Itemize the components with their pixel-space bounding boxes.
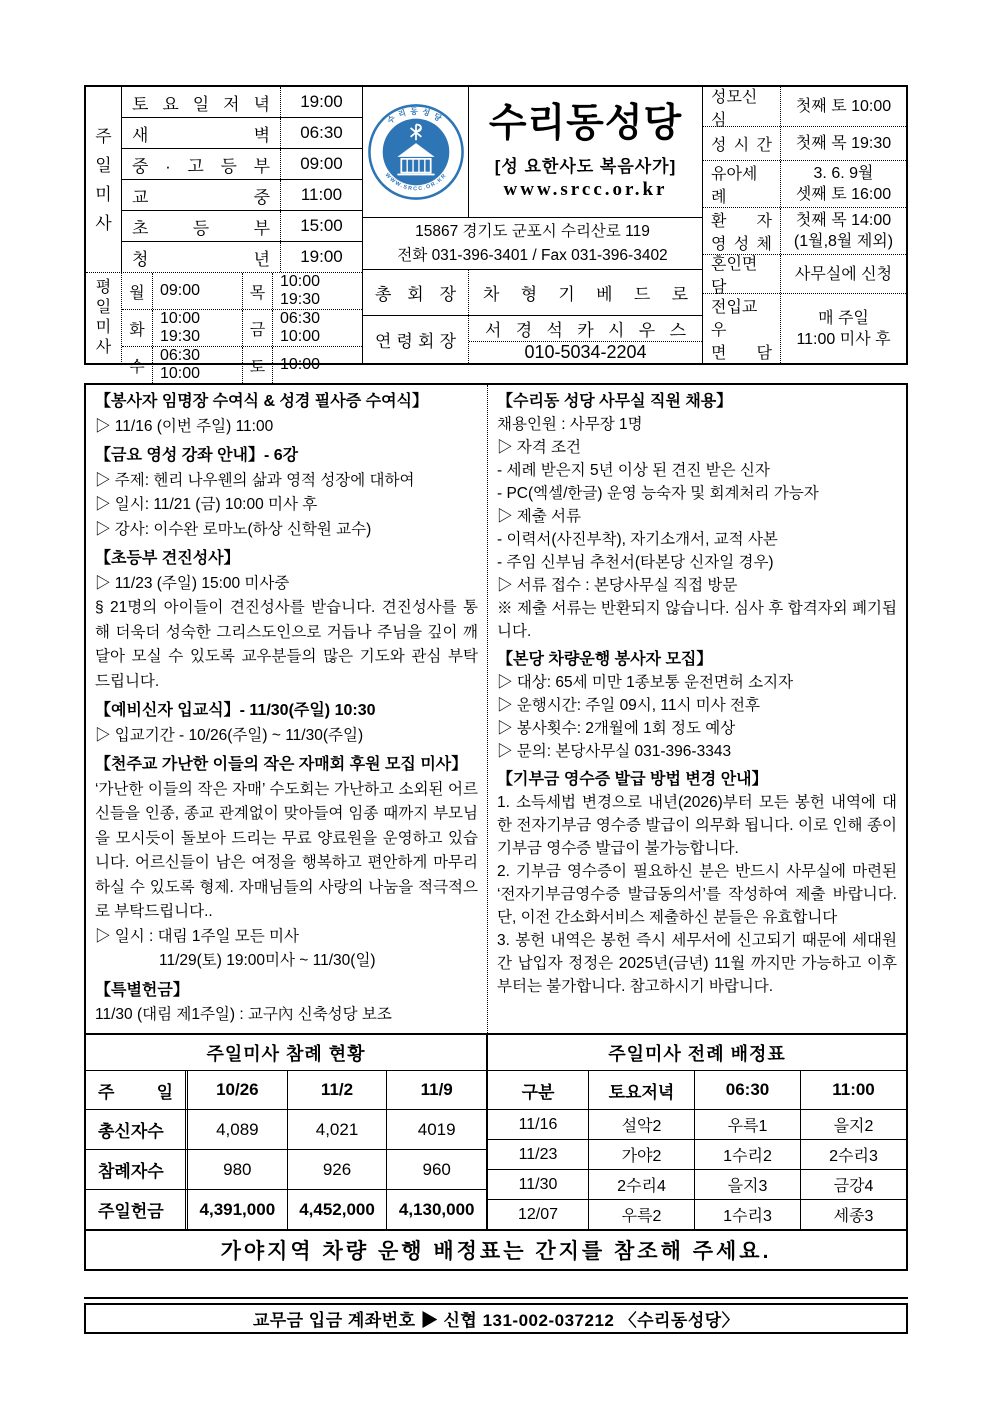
mass-name-text: 새 벽 xyxy=(132,125,270,145)
announcement-line-left: ▷ 11/16 (이번 주일) 11:00 xyxy=(95,417,274,435)
sacrament-value-line: 첫째 토 10:00 xyxy=(795,98,892,115)
sacrament-value-line: 첫째 목 19:30 xyxy=(795,135,892,152)
liturgy-table-title: 주일미사 전례 배정표 xyxy=(488,1035,906,1071)
mass-name xyxy=(122,118,280,148)
liturgy-cell: 1수리2 xyxy=(694,1140,800,1169)
liturgy-cell: 1수리3 xyxy=(694,1200,800,1229)
announcement-line-right: ▷ 운행시간: 주일 09시, 11시 미사 전후 xyxy=(497,697,760,714)
attendance-table-rows xyxy=(86,1071,486,1229)
liturgy-cell: 을지3 xyxy=(694,1170,800,1199)
sacrament-label xyxy=(703,87,781,129)
sacrament-value xyxy=(781,294,906,363)
announcement-line-left: ▷ 일시 : 대림 1주일 모든 미사 xyxy=(95,927,299,945)
mass-name xyxy=(122,211,280,241)
sacrament-row xyxy=(703,126,906,160)
liturgy-header-cell: 구분 xyxy=(521,1082,555,1102)
mass-name-text: 초 등 부 xyxy=(132,218,270,238)
sacrament-value-line: 매 주일 xyxy=(818,309,869,327)
church-brand xyxy=(363,87,702,217)
mass-time: 09:00 xyxy=(280,149,362,179)
attendance-value: 926 xyxy=(287,1150,387,1189)
mass-time: 15:00 xyxy=(280,211,362,241)
liturgy-cell: 세종3 xyxy=(800,1200,906,1229)
sacrament-label xyxy=(703,255,781,296)
church-info-section xyxy=(363,87,703,363)
chair-name: 차 형 기 베 드 로 xyxy=(483,285,688,305)
weekday-label-char: 일 xyxy=(95,298,112,316)
seal-ring-bottom-text: WWW.SRCC.OR.KR xyxy=(383,172,448,193)
sacrament-value-line: 사무실에 신청 xyxy=(794,265,893,283)
attendance-value: 4,391,000 xyxy=(199,1199,276,1219)
announcement-heading-left: 【특별헌금】 xyxy=(95,981,189,999)
sacrament-row xyxy=(703,293,906,363)
attendance-row-label-text: 참례자수 xyxy=(98,1162,164,1181)
sacrament-label-line: 전입교우 xyxy=(711,299,758,339)
bulletin-body xyxy=(84,383,908,1271)
announcement-line-right: - 주임 신부님 추천서(타본당 신자일 경우) xyxy=(497,554,774,571)
church-address: 15867 경기도 군포시 수리산로 119 xyxy=(415,222,650,240)
announcement-line-left: ▷ 입교기간 - 10/26(주일) ~ 11/30(주일) xyxy=(95,726,364,744)
liturgy-cell: 가야2 xyxy=(588,1140,694,1169)
attendance-header-date: 11/9 xyxy=(386,1071,486,1109)
weekday-mass-row xyxy=(122,346,362,383)
liturgy-data-row xyxy=(488,1199,906,1229)
sacrament-row xyxy=(703,254,906,296)
announcement-line-left: 11/30 (대림 제1주일) : 교구內 신축성당 보조 xyxy=(95,1006,392,1023)
senior-chair-row xyxy=(363,315,702,363)
attendance-header-label-text: 주 일 xyxy=(98,1082,173,1102)
attendance-value: 4019 xyxy=(386,1110,486,1149)
weekday-label-char: 평 xyxy=(95,278,112,296)
liturgy-cell: 11/30 xyxy=(518,1175,558,1193)
weekday-mass-row xyxy=(122,273,362,309)
attendance-value: 4,130,000 xyxy=(386,1190,486,1229)
announcement-paragraph-right: ※ 제출 서류는 반환되지 않습니다. 심사 후 합격자외 폐기됩니다. xyxy=(497,600,897,640)
attendance-data-row xyxy=(86,1149,486,1189)
masthead-table xyxy=(84,85,908,382)
mass-name-text: 중 · 고 등 부 xyxy=(132,156,270,176)
liturgy-cell: 12/07 xyxy=(517,1205,559,1223)
sunday-mass-label xyxy=(86,87,122,272)
sacrament-label xyxy=(703,294,781,363)
announcement-paragraph-left: ‘가난한 이들의 작은 자매’ 수도회는 가난하고 소외된 어르신들을 인종, 종교 관계없이 맞아들여 임종 때까지 부모님을 모시듯이 돌보아 드리는 무료 양료원을 운영하고 있습니다. 어르신들이 남은 여정을 행복하고 편안하게 마무리하실 수 있도록 형제. 자매님들의 사랑의 나눔을 적극적으로 부탁드립니다.. xyxy=(95,780,478,920)
sacrament-schedule-section xyxy=(703,87,906,363)
attendance-value: 960 xyxy=(386,1150,486,1189)
sacrament-value xyxy=(781,161,906,207)
weekday-times: 10:00 19:30 xyxy=(152,310,242,346)
sunday-mass-row xyxy=(122,210,362,241)
liturgy-data-row xyxy=(488,1109,906,1139)
sacrament-label-line: 성모신심 xyxy=(711,88,758,129)
announcement-line-left: ▷ 일시: 11/21 (금) 10:00 미사 후 xyxy=(95,496,318,513)
attendance-row-label-text: 총신자수 xyxy=(98,1122,164,1141)
sacrament-label-line: 환 자 xyxy=(711,213,772,230)
liturgy-cell: 우륵1 xyxy=(694,1110,800,1139)
attendance-data-row xyxy=(86,1109,486,1149)
weekday-mass-rows xyxy=(122,273,362,382)
announcement-paragraph-left: § 21명의 아이들이 견진성사를 받습니다. 견진성사를 통해 더욱더 성숙한 그리스도인으로 거듭나 주님을 깊이 깨달아 모실 수 있도록 교우분들의 많은 기도와 관심 부탁 드립니다. xyxy=(95,599,478,690)
mass-time: 06:30 xyxy=(280,118,362,148)
sunday-mass-rows xyxy=(122,87,362,272)
announcement-heading-left: 【봉사자 임명장 수여식 & 성경 필사증 수여식】 xyxy=(95,393,428,410)
attendance-header-date: 10/26 xyxy=(216,1080,259,1099)
announcement-line-right: ▷ 문의: 본당사무실 031-396-3343 xyxy=(497,743,732,760)
announcement-paragraph-right: 1. 소득세법 변경으로 내년(2026)부터 모든 봉헌 내역에 대한 전자기부금 영수증 발급이 의무화 됩니다. 이로 인해 종이 기부금 영수증 발급이 불가능합니다. xyxy=(497,794,897,857)
weekday-times: 06:30 10:00 xyxy=(272,310,362,346)
announcement-indent-line-left: 11/29(토) 19:00미사 ~ 11/30(일) xyxy=(159,952,376,969)
sunday-label-char: 주 xyxy=(95,126,112,146)
sunday-label-char: 미 xyxy=(95,184,112,204)
weekday-day: 토 xyxy=(242,347,272,383)
attendance-value: 4,452,000 xyxy=(287,1190,387,1229)
sacrament-value-line: 3. 6. 9월 xyxy=(813,165,874,182)
announcement-line-right: ▷ 자격 조건 xyxy=(497,439,582,456)
weekday-times: 06:30 10:00 xyxy=(152,347,242,383)
liturgy-header-row xyxy=(488,1071,906,1109)
liturgy-cell: 금강4 xyxy=(800,1170,906,1199)
announcements-left-column xyxy=(86,385,488,1033)
attendance-value: 4,089 xyxy=(216,1119,259,1139)
weekday-day: 금 xyxy=(242,310,272,346)
senior-chair-phone: 010-5034-2204 xyxy=(469,341,702,363)
sacrament-label xyxy=(703,127,781,160)
announcement-heading-right: 【기부금 영수증 발급 방법 변경 안내】 xyxy=(497,771,768,788)
liturgy-table xyxy=(488,1035,906,1229)
sacrament-row xyxy=(703,160,906,207)
sacrament-value-line: 첫째 목 14:00 xyxy=(795,212,892,229)
sacrament-label-line: 성 시 간 xyxy=(711,137,772,154)
mass-name-text: 청 년 xyxy=(132,249,270,269)
sunday-label-char: 사 xyxy=(95,213,112,233)
weekday-label-char: 미 xyxy=(95,318,112,336)
attendance-row-label-text: 주일헌금 xyxy=(98,1202,164,1221)
church-phones: 전화 031-396-3401 / Fax 031-396-3402 xyxy=(397,246,668,264)
sacrament-label xyxy=(703,208,781,254)
weekday-times: 09:00 xyxy=(152,273,242,309)
announcements xyxy=(86,385,906,1033)
shuttle-notice-banner: 가야지역 차량 운행 배정표는 간지를 참조해 주세요. xyxy=(86,1229,906,1269)
sunday-mass-row xyxy=(122,148,362,179)
announcement-line-right: ▷ 제출 서류 xyxy=(497,508,582,525)
bulletin-page xyxy=(84,85,908,1334)
liturgy-header-cell: 토요저녁 xyxy=(588,1071,694,1109)
liturgy-data-row xyxy=(488,1169,906,1199)
announcement-line-right: ▷ 대상: 65세 미만 1종보통 운전면허 소지자 xyxy=(497,674,794,691)
weekday-times: 10:00 19:30 xyxy=(272,273,362,309)
sacrament-value-line: 셋째 토 16:00 xyxy=(795,186,892,203)
announcements-right-column xyxy=(488,385,906,1033)
chair-label: 총 회 장 xyxy=(375,285,456,305)
announcement-heading-left: 【천주교 가난한 이들의 작은 자매회 후원 모집 미사】 xyxy=(95,756,468,773)
announcement-line-left: ▷ 주제: 헨리 나우웬의 삶과 영적 성장에 대하여 xyxy=(95,471,415,489)
sacrament-value xyxy=(781,127,906,160)
announcement-line-right: - PC(엑셀/한글) 운영 능숙자 및 회계처리 가능자 xyxy=(497,485,819,502)
announcement-line-right: ▷ 봉사횟수: 2개월에 1회 정도 예상 xyxy=(497,720,736,737)
announcement-heading-left: 【초등부 견진성사】 xyxy=(95,550,240,567)
sacrament-value xyxy=(781,255,906,293)
sunday-mass-row xyxy=(122,117,362,148)
attendance-value: 4,021 xyxy=(287,1110,387,1149)
sacrament-value-line: 11:00 미사 후 xyxy=(796,330,891,348)
attendance-header-label xyxy=(86,1071,188,1109)
sacrament-value xyxy=(781,87,906,126)
attendance-table-title: 주일미사 참례 현황 xyxy=(86,1035,486,1071)
liturgy-cell: 11/16 xyxy=(518,1115,558,1133)
announcement-line-right: - 이력서(사진부착), 자기소개서, 교적 사본 xyxy=(497,531,778,548)
weekday-day: 화 xyxy=(129,321,145,339)
announcement-line-right: 채용인원 : 사무장 1명 xyxy=(497,416,643,433)
footer-rule xyxy=(84,1297,908,1299)
account-footer: 교무금 입금 계좌번호 ▶ 신협 131-002-037212 〈수리동성당〉 xyxy=(84,1303,908,1334)
announcement-line-right: ▷ 서류 접수 : 본당사무실 직접 방문 xyxy=(497,577,738,594)
sacrament-value xyxy=(781,208,906,254)
church-website: www.srcc.or.kr xyxy=(503,179,668,201)
sunday-mass-row xyxy=(122,87,362,117)
announcement-heading-left: 【금요 영성 강좌 안내】- 6강 xyxy=(95,447,299,464)
announcement-heading-right: 【본당 차량운행 봉사자 모집】 xyxy=(497,651,713,668)
sacrament-label-line: 영 성 체 xyxy=(711,236,772,253)
statistics-tables xyxy=(86,1033,906,1229)
mass-name xyxy=(122,242,280,272)
mass-name xyxy=(122,149,280,179)
announcement-heading-right: 【수리동 성당 사무실 직원 채용】 xyxy=(497,393,733,410)
sacrament-label-line: 유아세례 xyxy=(711,166,758,206)
liturgy-header-cell: 11:00 xyxy=(800,1071,906,1109)
announcement-paragraph-right: 3. 봉헌 내역은 봉헌 즉시 세무서에 신고되기 때문에 세대원간 납입자 정정은 2025년(금년) 11월 까지만 가능하고 이후부터는 불가합니다. 참고하시기 바랍니다. xyxy=(497,932,897,995)
sunday-mass-row xyxy=(122,241,362,272)
sacrament-label-line: 혼인면담 xyxy=(711,256,758,296)
sacrament-value-line: (1월,8월 제외) xyxy=(793,233,894,250)
mass-name-text: 교 중 xyxy=(132,187,270,207)
church-title-block xyxy=(469,87,702,217)
attendance-row-label xyxy=(86,1190,188,1229)
church-seal-icon xyxy=(367,103,465,201)
sacrament-row xyxy=(703,87,906,129)
liturgy-cell: 을지2 xyxy=(800,1110,906,1139)
weekday-day: 월 xyxy=(129,284,145,302)
liturgy-cell: 설악2 xyxy=(588,1110,694,1139)
weekday-label-char: 사 xyxy=(95,338,112,356)
church-name: 수리동성당 xyxy=(488,102,683,146)
liturgy-data-row xyxy=(488,1139,906,1169)
liturgy-cell: 11/23 xyxy=(518,1145,558,1163)
announcement-line-right: - 세례 받은지 5년 이상 된 견진 받은 신자 xyxy=(497,462,770,479)
sacrament-row xyxy=(703,207,906,254)
attendance-row-label xyxy=(86,1110,188,1149)
mass-name xyxy=(122,180,280,210)
mass-time: 19:00 xyxy=(280,242,362,272)
weekday-day: 수 xyxy=(129,358,145,376)
attendance-header-row xyxy=(86,1071,486,1109)
attendance-data-row xyxy=(86,1189,486,1229)
senior-chair-name: 서 경 석 카 시 우 스 xyxy=(485,321,686,340)
seal-ring-top-text: 수리동성당 xyxy=(385,106,446,126)
church-patron: [성 요한사도 복음사가] xyxy=(494,157,677,177)
mass-time: 19:00 xyxy=(280,87,362,117)
senior-chair-label: 연 령 회 장 xyxy=(375,332,456,351)
liturgy-cell: 2수리3 xyxy=(800,1140,906,1169)
mass-time: 11:00 xyxy=(280,180,362,210)
sacrament-label-line: 면 담 xyxy=(711,345,772,362)
weekday-mass-block xyxy=(86,272,362,382)
mass-name xyxy=(122,87,280,117)
church-address-block xyxy=(363,217,702,269)
attendance-value: 980 xyxy=(223,1159,252,1179)
liturgy-header-cell: 06:30 xyxy=(694,1071,800,1109)
mass-name-text: 토 요 일 저 녁 xyxy=(132,94,270,114)
sunday-mass-block xyxy=(86,87,362,272)
announcement-line-left: ▷ 강사: 이수완 로마노(하상 신학원 교수) xyxy=(95,520,372,538)
sunday-label-char: 일 xyxy=(95,155,112,175)
sacrament-label xyxy=(703,161,781,207)
announcement-paragraph-right: 2. 기부금 영수증이 필요하신 분은 반드시 사무실에 마련된 ‘전자기부금영수증 발급동의서’를 작성하여 제출 바랍니다. 단, 이전 간소화서비스 제출하신 분들은 유효합니다 xyxy=(497,863,897,926)
footer-section xyxy=(84,1297,908,1334)
chair-row xyxy=(363,269,702,315)
weekday-day: 목 xyxy=(242,273,272,309)
church-logo xyxy=(363,87,469,217)
attendance-header-date: 11/2 xyxy=(287,1071,387,1109)
liturgy-cell: 2수리4 xyxy=(588,1170,694,1199)
attendance-row-label xyxy=(86,1150,188,1189)
attendance-table xyxy=(86,1035,488,1229)
announcement-line-left: ▷ 11/23 (주일) 15:00 미사중 xyxy=(95,574,290,592)
announcement-heading-left: 【예비신자 입교식】- 11/30(주일) 10:30 xyxy=(95,702,376,719)
weekday-mass-label xyxy=(86,273,122,362)
liturgy-table-rows xyxy=(488,1071,906,1229)
weekday-times: 10:00 xyxy=(272,347,362,383)
weekday-mass-row xyxy=(122,309,362,346)
mass-schedule-section xyxy=(86,87,363,382)
sunday-mass-row xyxy=(122,179,362,210)
liturgy-cell: 우륵2 xyxy=(588,1200,694,1229)
